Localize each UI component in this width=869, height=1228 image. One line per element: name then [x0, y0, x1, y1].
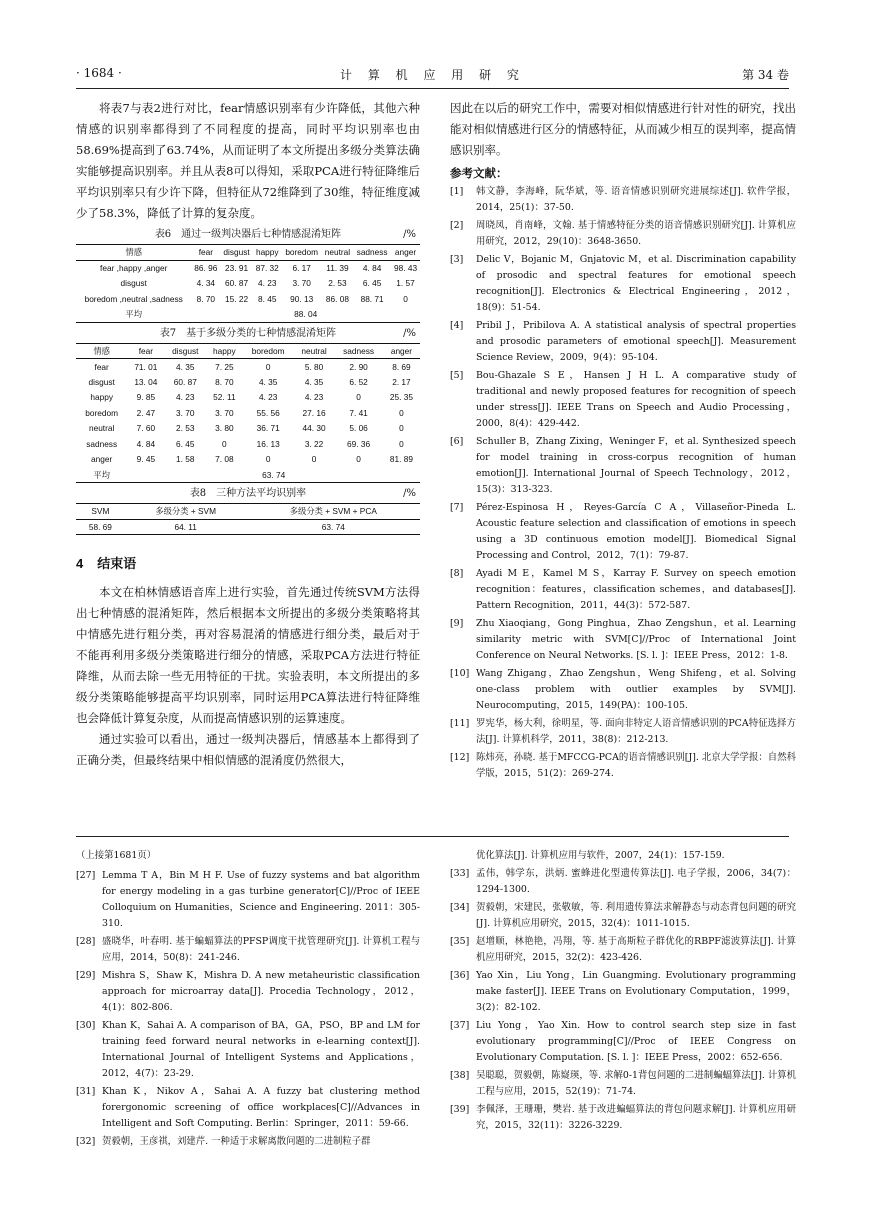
table-cell: 25. 35	[389, 392, 413, 403]
table-cell: disgust	[120, 278, 147, 289]
table-cell: 58. 69	[88, 521, 112, 532]
reference-item	[76, 934, 420, 966]
reference-number: [7]	[450, 502, 464, 513]
column-header: boredom	[251, 345, 285, 356]
table-cell: 0	[399, 438, 404, 449]
table-cell: 6. 52	[349, 376, 368, 387]
reference-number: [35]	[450, 936, 470, 947]
reference-text: 贺毅朝，王彦祺，刘建芹. 一种适于求解离散问题的二进制粒子群	[102, 1136, 371, 1147]
table7-caption	[76, 325, 420, 343]
reference-number: [33]	[450, 868, 470, 879]
table-cell: 5. 06	[349, 423, 368, 434]
table6-header-row	[76, 245, 420, 261]
column-header: fear	[198, 247, 213, 258]
reference-text: Pribil J，Pribilova A. A statistical analysis of spectral properties and prosodic parameters of emotional speech[J]. Measurement Science Review，2009，9(4)：95-104.	[476, 320, 796, 363]
reference-item	[450, 218, 796, 250]
reference-text: Ayadi M E，Kamel M S，Karray F. Survey on speech emotion recognition：features，classification schemes，and databases[J]. Pattern Recognition，2011，44(3)：572-587.	[476, 568, 796, 611]
reference-number: [36]	[450, 970, 470, 981]
reference-number: [28]	[76, 936, 96, 947]
reference-item	[450, 184, 796, 216]
table8-header-row	[76, 504, 420, 520]
table-cell: disgust	[88, 376, 115, 387]
table-cell: fear	[94, 361, 109, 372]
reference-item	[450, 866, 796, 898]
table-cell: 36. 71	[256, 423, 280, 434]
column-header: 情感	[93, 345, 110, 356]
table-cell: 8. 45	[258, 293, 277, 304]
reference-text: 孟伟，韩学东，洪炳. 蜜蜂进化型遗传算法[J]. 电子学报，2006，34(7)：1294-1300.	[476, 868, 796, 895]
table-row	[76, 452, 420, 468]
reference-number: [31]	[76, 1086, 96, 1097]
column-header: happy	[213, 345, 236, 356]
left-column	[76, 98, 420, 771]
table-cell: 3. 70	[292, 278, 311, 289]
column-header: sadness	[343, 345, 375, 356]
table-cell: 6. 17	[292, 263, 311, 273]
table8-value-row	[76, 519, 420, 535]
reference-number: [38]	[450, 1070, 470, 1081]
table-row	[76, 291, 420, 307]
table8-caption	[76, 485, 420, 503]
reference-item	[450, 968, 796, 1016]
reference-text: 罗宪华，杨大利，徐明星，等. 面向非特定人语音情感识别的PCA特征选择方法[J]. 计算机科学，2011，38(8)：212-213.	[476, 718, 796, 745]
table-cell: 15. 22	[225, 293, 249, 304]
table-cell: 8. 70	[215, 376, 234, 387]
table-cell: fear ,happy ,anger	[100, 263, 168, 273]
table-cell: sadness	[86, 438, 118, 449]
table-cell: 71. 01	[134, 361, 158, 372]
reference-number: [1]	[450, 186, 464, 197]
table-row	[76, 390, 420, 406]
table-cell: 3. 22	[304, 438, 324, 449]
reference-number: [8]	[450, 568, 464, 579]
reference-item	[450, 434, 796, 498]
table-cell: 11. 39	[326, 263, 349, 273]
reference-text: Bou-Ghazale S E，Hansen J H L. A comparative study of traditional and newly proposed features for recognition of speech under stress[J]. IEEE Trans on Speech and Audio Processing，2000，8(4)：429-442.	[476, 370, 796, 429]
reference-item	[450, 252, 796, 316]
reference-text: Yao Xin，Liu Yong，Lin Guangming. Evolutionary programming make faster[J]. IEEE Trans on Evolutionary Computation，1999，3(2)：82-102.	[476, 970, 796, 1013]
table-cell: 81. 89	[389, 454, 413, 465]
table7-header-row	[76, 343, 420, 359]
table-cell: 4. 34	[196, 278, 216, 289]
table-cell: 86. 96	[194, 263, 218, 273]
reference-text: 优化算法[J]. 计算机应用与软件，2007，24(1)：157-159.	[476, 850, 725, 861]
reference-number: [11]	[450, 718, 470, 729]
column-header: sadness	[356, 247, 388, 258]
table-cell: 0	[356, 392, 361, 403]
table-cell: 5. 80	[304, 361, 324, 372]
table-cell: 27. 16	[302, 407, 326, 418]
reference-item	[450, 318, 796, 366]
reference-item	[450, 1068, 796, 1100]
average-label: 平均	[125, 309, 142, 319]
table-row	[76, 405, 420, 421]
reference-item	[76, 1134, 420, 1150]
reference-number: [3]	[450, 254, 464, 265]
table6	[76, 244, 420, 323]
page-number: · 1684 ·	[76, 66, 122, 80]
reference-text: Pérez-Espinosa H，Reyes-García C A，Villaseñor-Pineda L. Acoustic feature selection and classification of emotions in speech using a 3D continuous emotion model[J]. Biomedical Signal Processing and Control，2012，7(1)：79-87.	[476, 502, 796, 561]
table-cell: 16. 13	[256, 438, 280, 449]
table-cell: 4. 23	[258, 278, 277, 289]
section-number: 4	[76, 556, 84, 571]
table-cell: 9. 45	[136, 454, 156, 465]
section-title: 结束语	[97, 556, 137, 571]
table-cell: 87. 32	[255, 263, 279, 273]
average-value: 88. 04	[294, 309, 318, 319]
reference-number: [9]	[450, 618, 464, 629]
table-cell: 0	[222, 438, 227, 449]
table-cell: 0	[403, 293, 408, 304]
table8-title: 表8 三种方法平均识别率	[189, 488, 307, 499]
reference-item	[450, 1018, 796, 1066]
continued-reference-list-left	[76, 868, 420, 1150]
reference-number: [10]	[450, 668, 470, 679]
conclusion-paragraph-1: 本文在柏林情感语音库上进行实验，首先通过传统SVM方法得出七种情感的混淆矩阵，然后根据本文所提出的多级分类策略将其中情感先进行粗分类，再对容易混淆的情感进行细分类，最后对于不能再利用多级分类策略进行细分的情感，采取PCA方法进行特征降维，从而去除一些无用特征的干扰。实验表明，本文所提出的多级分类策略能够提高平均识别率，同时运用PCA算法进行特征降维也会降低计算复杂度，从而提高情感识别的运算速度。	[76, 585, 420, 725]
column-header: boredom	[285, 247, 319, 258]
conclusion-paragraph-2: 通过实验可以看出，通过一级判决器后，情感基本上都得到了正确分类，但最终结果中相似情感的混淆度仍然很大，	[76, 732, 420, 767]
reference-item	[450, 666, 796, 714]
reference-list	[450, 184, 796, 782]
column-header: neutral	[301, 345, 327, 356]
table7-title: 表7 基于多级分类的七种情感混淆矩阵	[159, 327, 337, 339]
reference-item	[76, 1018, 420, 1082]
column-header: fear	[138, 345, 153, 356]
reference-item	[450, 716, 796, 748]
table-cell: 4. 35	[258, 376, 278, 387]
column-header: SVM	[91, 506, 110, 517]
reference-text: Wang Zhigang，Zhao Zengshun，Weng Shifeng，et al. Solving one-class problem with outlier examples by SVM[J]. Neurocomputing，2015，149(PA)：100-105.	[476, 668, 796, 711]
reference-text: Lemma T A，Bin M H F. Use of fuzzy systems and bat algorithm for energy modeling in a gas turbine generator[C]//Proc of IEEE Colloquium on Humanities，Science and Engineering. 2011：305-310.	[102, 870, 420, 929]
section-heading	[76, 553, 420, 572]
reference-number: [12]	[450, 752, 470, 763]
column-header: 多级分类 + SVM + PCA	[289, 506, 377, 517]
table-cell: 6. 45	[176, 438, 195, 449]
column-header: happy	[255, 247, 279, 258]
table-cell: happy	[90, 392, 113, 403]
reference-item	[450, 500, 796, 564]
table-cell: 3. 80	[215, 423, 234, 434]
continued-refs-right	[450, 848, 796, 1136]
table-cell: 0	[399, 407, 404, 418]
table-cell: 69. 36	[347, 438, 371, 449]
reference-text: 周晓凤，肖南峰，文翰. 基于情感特征分类的语音情感识别研究[J]. 计算机应用研究，2012，29(10)：3648-3650.	[476, 220, 796, 247]
table-cell: 4. 35	[304, 376, 324, 387]
reference-number: [29]	[76, 970, 96, 981]
table-cell: 4. 23	[258, 392, 278, 403]
table-cell: 3. 70	[176, 407, 195, 418]
table-cell: neutral	[88, 423, 115, 434]
table-cell: 88. 71	[360, 293, 384, 304]
table-cell: 6. 45	[362, 278, 382, 289]
table-cell: 0	[311, 454, 317, 465]
table-cell: 7. 60	[136, 423, 156, 434]
table-average-row	[76, 467, 420, 483]
journal-title: 计 算 机 应 用 研 究	[340, 68, 525, 82]
reference-item	[450, 368, 796, 432]
reference-item	[450, 934, 796, 966]
table-cell: 23. 91	[225, 263, 249, 273]
table-cell: 60. 87	[225, 278, 249, 289]
table-cell: 2. 53	[328, 278, 347, 289]
table-cell: 44. 30	[302, 423, 326, 434]
table-cell: 3. 70	[215, 407, 234, 418]
reference-number: [5]	[450, 370, 464, 381]
column-header: 情感	[125, 247, 142, 258]
continued-refs-left	[76, 848, 420, 1152]
right-column	[450, 98, 796, 784]
reference-item	[76, 968, 420, 1016]
table-cell: 55. 56	[256, 407, 280, 418]
column-header: neutral	[324, 247, 351, 258]
reference-text: 陈炜亮，孙晓. 基于MFCCG-PCA的语音情感识别[J]. 北京大学学报：自然科学版，2015，51(2)：269-274.	[476, 752, 796, 779]
reference-number: [27]	[76, 870, 96, 881]
reference-number: [4]	[450, 320, 464, 331]
table-cell: 2. 17	[392, 376, 411, 387]
table-cell: 7. 41	[349, 407, 368, 418]
reference-number: [32]	[76, 1136, 96, 1147]
reference-text: Mishra S，Shaw K，Mishra D. A new metaheuristic classification approach for microarray data[J]. Procedia Technology，2012，4(1)：802-806.	[102, 970, 420, 1013]
reference-text: 李佩泽，王珊珊，樊岩. 基于改进蝙蝠算法的背包问题求解[J]. 计算机应用研究，2015，32(11)：3226-3229.	[476, 1104, 796, 1131]
reference-number: [34]	[450, 902, 470, 913]
table-row	[76, 421, 420, 437]
column-header: anger	[394, 247, 417, 258]
reference-item	[450, 900, 796, 932]
separator-rule	[76, 836, 789, 837]
table-cell: 0	[356, 454, 361, 465]
table-cell: 86. 08	[325, 293, 349, 304]
table-cell: boredom	[85, 407, 119, 418]
reference-text: 赵增顺，林艳艳，冯翔，等. 基于高斯粒子群优化的RBPF滤波算法[J]. 计算机应用研究，2015，32(2)：423-426.	[476, 936, 796, 963]
table-cell: 63. 74	[321, 521, 345, 532]
reference-item	[76, 868, 420, 932]
reference-item	[450, 750, 796, 782]
reference-number: [37]	[450, 1020, 470, 1031]
table-cell: 1. 58	[176, 454, 195, 465]
table-cell: 9. 85	[136, 392, 156, 403]
reference-text: Liu Yong，Yao Xin. How to control search step size in fast evolutionary programming[C]//Proc of IEEE Congress on Evolutionary Computation. [S. l. ]：IEEE Press，2002：652-656.	[476, 1020, 796, 1063]
table-cell: 0	[399, 423, 404, 434]
column-header: 多级分类 + SVM	[155, 506, 216, 517]
table-cell: 64. 11	[174, 521, 197, 532]
table-cell: 1. 57	[396, 278, 415, 289]
table-cell: 0	[265, 454, 271, 465]
reference-text: 韩文静，李海峰，阮华斌，等. 语音情感识别研究进展综述[J]. 软件学报，2014，25(1)：37-50.	[476, 186, 796, 213]
column-header: disgust	[172, 345, 199, 356]
table7-unit: /%	[403, 327, 416, 339]
continued-reference-list-right	[450, 866, 796, 1134]
table-cell: 13. 04	[134, 376, 158, 387]
table-cell: 4. 84	[136, 438, 156, 449]
table-row	[76, 374, 420, 390]
reference-item	[450, 616, 796, 664]
reference-number: [30]	[76, 1020, 96, 1031]
table-row	[76, 436, 420, 452]
table8-unit: /%	[403, 488, 416, 499]
table-cell: 8. 70	[196, 293, 216, 304]
reference-text: 贺毅朝，宋建民，张敬敏，等. 利用遗传算法求解静态与动态背包问题的研究[J]. 计算机应用研究，2015，32(4)：1011-1015.	[476, 902, 796, 929]
table7	[76, 343, 420, 484]
table-average-row	[76, 307, 420, 323]
table-row	[76, 260, 420, 276]
reference-item	[450, 566, 796, 614]
reference-text: Zhu Xiaoqiang，Gong Pinghua，Zhao Zengshun，et al. Learning similarity metric with SVM[C]//Proc of International Joint Conference on Neural Networks. [S. l. ]：IEEE Press，2012：1-8.	[476, 618, 796, 661]
conclusion-paragraph-cont: 因此在以后的研究工作中，需要对相似情感进行针对性的研究，找出能对相似情感进行区分的情感特征，从而减少相互的误判率，提高情感识别率。	[450, 101, 796, 157]
reference-number: [2]	[450, 220, 464, 231]
table-cell: 4. 23	[304, 392, 324, 403]
reference-text: 吴聪聪，贺毅朝，陈嶷瑛，等. 求解0-1背包问题的二进制蝙蝠算法[J]. 计算机工程与应用，2015，52(19)：71-74.	[476, 1070, 796, 1097]
reference-continuation	[450, 848, 796, 864]
average-value: 63. 74	[262, 469, 286, 480]
header-rule	[76, 88, 789, 89]
average-label: 平均	[93, 469, 110, 480]
continuation-note: （上接第1681页）	[76, 850, 157, 861]
reference-number: [39]	[450, 1104, 470, 1115]
table-cell: anger	[91, 454, 113, 465]
table-row	[76, 359, 420, 375]
reference-item	[450, 1102, 796, 1134]
table-cell: 7. 08	[215, 454, 234, 465]
reference-number: [6]	[450, 436, 464, 447]
reference-item	[76, 1084, 420, 1132]
table-cell: 60. 87	[173, 376, 197, 387]
running-header	[76, 66, 789, 84]
table-cell: 4. 35	[176, 361, 195, 372]
table6-title: 表6 通过一级判决器后七种情感混淆矩阵	[154, 229, 342, 240]
table-cell: 4. 23	[176, 392, 195, 403]
table6-caption	[76, 226, 420, 244]
table8	[76, 503, 420, 535]
table-cell: 90. 13	[290, 293, 314, 304]
table-cell: 2. 90	[349, 361, 368, 372]
reference-text: Khan K，Sahai A. A comparison of BA，GA，PSO，BP and LM for training feed forward neural networks in e-learning context[J]. International Journal of Intelligent Systems and Applications，2012，4(7)：23-29.	[102, 1020, 420, 1079]
table-cell: 7. 25	[215, 361, 234, 372]
reference-text: Schuller B，Zhang Zixing，Weninger F，et al. Synthesized speech for model training in cross-corpus recognition of human emotion[J]. International Journal of Speech Technology，2012，15(3)：313-323.	[476, 436, 796, 495]
table-cell: 98. 43	[393, 263, 418, 273]
table-cell: 52. 11	[213, 392, 236, 403]
table-cell: 8. 69	[392, 361, 411, 372]
volume-label: 第 34 卷	[742, 68, 789, 82]
table-cell: 2. 53	[176, 423, 195, 434]
table-cell: boredom ,neutral ,sadness	[84, 293, 183, 304]
column-header: disgust	[223, 247, 250, 258]
references-heading: 参考文献：	[450, 168, 508, 180]
reference-text: Delic V，Bojanic M，Gnjatovic M，et al. Discrimination capability of prosodic and spectral features for emotional speech recognition[J]. Electronics & Electrical Engineering，2012，18(9)：51-54.	[476, 254, 796, 313]
column-header: anger	[390, 345, 413, 356]
reference-text: Khan K，Nikov A，Sahai A. A fuzzy bat clustering method forergonomic screening of office workplaces[C]//Advances in Intelligent and Soft Computing. Berlin：Springer，2011：59-66.	[102, 1086, 420, 1129]
table6-unit: /%	[403, 229, 416, 240]
table-cell: 0	[265, 361, 271, 372]
intro-paragraph: 将表7与表2进行对比，fear情感识别率有少许降低，其他六种情感的识别率都得到了不同程度的提高，同时平均识别率也由58.69%提高到了63.74%，从而证明了本文所提出多级分类算法确实能够提高识别率。并且从表8可以得知，采取PCA进行特征降维后平均识别率只有少许下降，但特征从72维降到了30维，特征维度减少了58.3%，降低了计算的复杂度。	[76, 101, 420, 220]
table-row	[76, 276, 420, 292]
table-cell: 2. 47	[136, 407, 156, 418]
table-cell: 4. 84	[362, 263, 382, 273]
reference-text: 盛晓华，叶春明. 基于蝙蝠算法的PFSP调度干扰管理研究[J]. 计算机工程与应用，2014，50(8)：241-246.	[102, 936, 420, 963]
